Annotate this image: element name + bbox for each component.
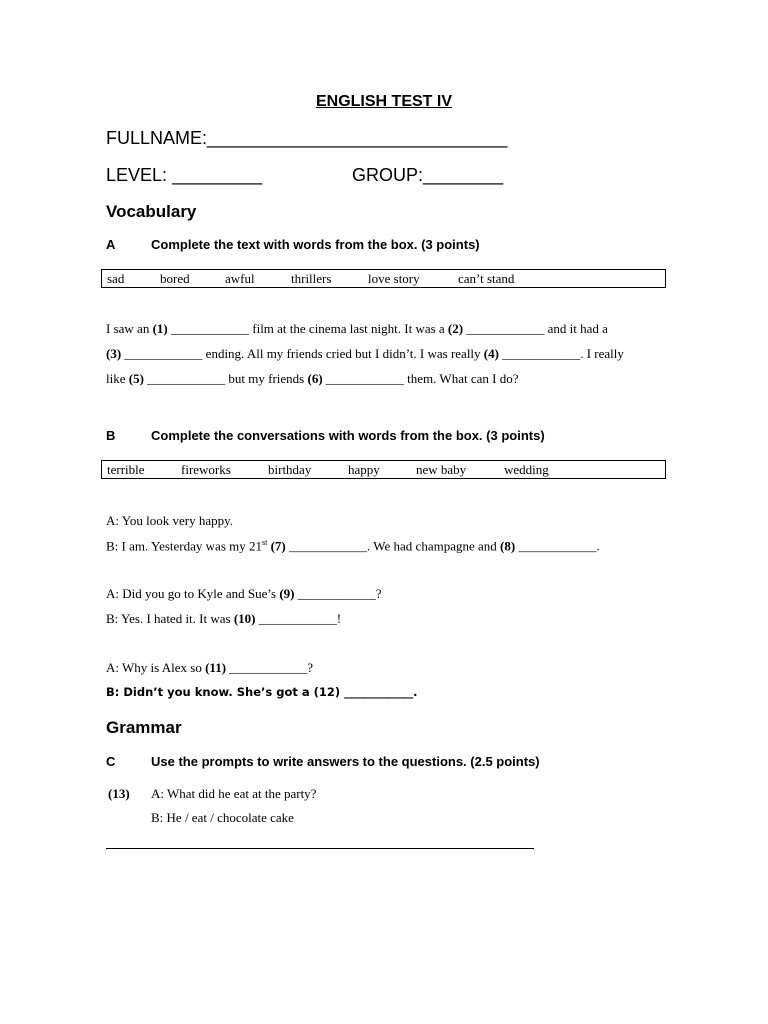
- word-box-item: love story: [368, 271, 420, 286]
- item-number: (8): [500, 538, 516, 554]
- item-number: (9): [279, 586, 295, 601]
- instruction-b: [106, 428, 545, 443]
- conversation-2-a: A: Did you go to Kyle and Sue’s (9) ____________?: [106, 586, 382, 601]
- section-letter-c: C: [106, 754, 116, 769]
- text-a-line-3: like (5) ____________ but my friends (6) ____________ them. What can I do?: [106, 371, 519, 386]
- word-box-item: bored: [160, 271, 190, 286]
- section-letter-a: A: [106, 237, 116, 252]
- item-number: (11): [205, 660, 227, 675]
- item-number: (4): [483, 346, 499, 361]
- grammar-heading: Grammar: [106, 718, 182, 737]
- section-letter-b: B: [106, 428, 116, 443]
- fullname-label: FULLNAME:: [106, 128, 208, 148]
- word-box-item: fireworks: [181, 462, 231, 477]
- item-number: (3): [106, 346, 122, 361]
- item-number: (2): [447, 321, 464, 336]
- level-blank: _________: [172, 165, 263, 185]
- word-box-item: can’t stand: [458, 271, 515, 286]
- fullname-row: [106, 128, 507, 149]
- word-box-item: wedding: [504, 462, 549, 477]
- conversation-3-b: B: Didn’t you know. She’s got a (12) ____________.: [106, 685, 418, 699]
- group-row: [352, 165, 503, 186]
- word-box-b: [101, 460, 666, 479]
- word-box-item: birthday: [268, 462, 312, 477]
- word-box-item: happy: [348, 462, 380, 477]
- word-box-item: awful: [225, 271, 255, 286]
- answer-line-13: [106, 848, 534, 849]
- test-title: ENGLISH TEST IV: [315, 93, 452, 110]
- item-number: (5): [128, 371, 144, 386]
- conversation-1-a: A: You look very happy.: [106, 513, 233, 528]
- group-blank: ________: [423, 165, 504, 185]
- instruction-b-text: Complete the conversations with words from the box. (3 points): [151, 428, 545, 443]
- word-box-item: new baby: [416, 462, 467, 477]
- level-label: LEVEL:: [106, 165, 168, 185]
- instruction-c-text: Use the prompts to write answers to the questions. (2.5 points): [151, 754, 540, 769]
- instruction-a-text: Complete the text with words from the box. (3 points): [151, 237, 480, 252]
- item-number: (6): [307, 371, 323, 386]
- question-13-a: A: What did he eat at the party?: [151, 786, 317, 801]
- word-box-item: thrillers: [291, 271, 332, 286]
- item-number: (1): [152, 321, 168, 336]
- question-13-b: B: He / eat / chocolate cake: [151, 810, 294, 825]
- text-a-line-2: (3) ____________ ending. All my friends cried but I didn’t. I was really (4) ____________. I really: [106, 346, 624, 361]
- level-row: [106, 165, 262, 186]
- item-number: (7): [270, 538, 286, 554]
- fullname-blank: ______________________________: [207, 128, 508, 148]
- conversation-1-b: B: I am. Yesterday was my 21st (7) ____________. We had champagne and (8) ____________.: [106, 538, 600, 554]
- conversation-3-a: A: Why is Alex so (11) ____________?: [106, 660, 314, 675]
- word-box-item: sad: [107, 271, 125, 286]
- instruction-a: [106, 237, 480, 252]
- conversation-2-b: B: Yes. I hated it. It was (10) ____________!: [106, 611, 342, 626]
- instruction-c: [106, 754, 540, 769]
- item-number: (10): [233, 611, 256, 626]
- word-box-a: [101, 269, 666, 288]
- word-box-item: terrible: [107, 462, 145, 477]
- group-label: GROUP:: [352, 165, 424, 185]
- question-number-13: (13): [108, 786, 130, 801]
- text-a-line-1: I saw an (1) ____________ film at the cinema last night. It was a (2) ____________ and it had a: [106, 321, 608, 336]
- vocabulary-heading: Vocabulary: [106, 202, 197, 221]
